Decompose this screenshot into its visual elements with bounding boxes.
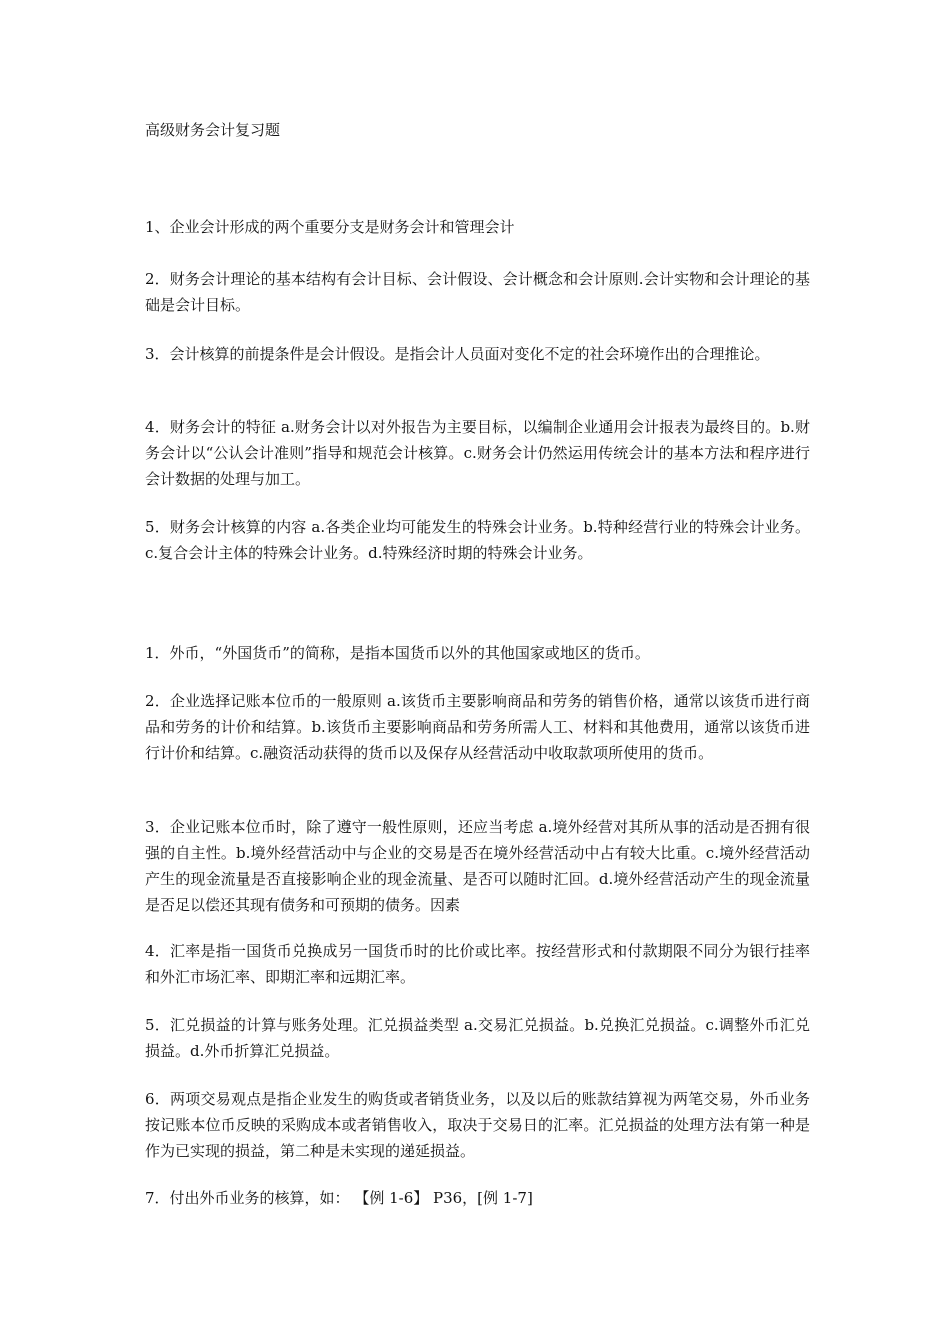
section2-item-1: 1．外币，“外国货币”的简称，是指本国货币以外的其他国家或地区的货币。: [145, 644, 650, 662]
section2-item-6: 6．两项交易观点是指企业发生的购货或者销货业务，以及以后的账款结算视为两笔交易，外币业务按记账本位币反映的采购成本或者销售收入，取决于交易日的汇率。汇兑损益的处理方法有第一种是作为已实现的损益，第二种是未实现的递延损益。: [145, 1090, 810, 1160]
section1-item-5: 5．财务会计核算的内容 a.各类企业均可能发生的特殊会计业务。b.特种经营行业的特殊会计业务。c.复合会计主体的特殊会计业务。d.特殊经济时期的特殊会计业务。: [145, 518, 810, 562]
section2-item-3: 3．企业记账本位币时，除了遵守一般性原则，还应当考虑 a.境外经营对其所从事的活动是否拥有很强的自主性。b.境外经营活动中与企业的交易是否在境外经营活动中占有较大比重。c.境外经营活动产生的现金流量是否直接影响企业的现金流量、是否可以随时汇回。d.境外经营活动产生的现金流量是否足以偿还其现有债务和可预期的债务。因素: [145, 818, 810, 914]
section1-item-4: 4．财务会计的特征 a.财务会计以对外报告为主要目标，以编制企业通用会计报表为最终目的。b.财务会计以“公认会计准则”指导和规范会计核算。c.财务会计仍然运用传统会计的基本方法和程序进行会计数据的处理与加工。: [145, 418, 810, 488]
section2-item-5: 5．汇兑损益的计算与账务处理。汇兑损益类型 a.交易汇兑损益。b.兑换汇兑损益。c.调整外币汇兑损益。d.外币折算汇兑损益。: [145, 1016, 810, 1060]
section1-item-1: 1、企业会计形成的两个重要分支是财务会计和管理会计: [145, 218, 515, 236]
section2-item-2: 2．企业选择记账本位币的一般原则 a.该货币主要影响商品和劳务的销售价格，通常以该货币进行商品和劳务的计价和结算。b.该货币主要影响商品和劳务所需人工、材料和其他费用，通常以该货币进行计价和结算。c.融资活动获得的货币以及保存从经营活动中收取款项所使用的货币。: [145, 692, 810, 762]
section1-item-3: 3．会计核算的前提条件是会计假设。是指会计人员面对变化不定的社会环境作出的合理推论。: [145, 345, 770, 363]
section2-item-7: 7．付出外币业务的核算，如： 【例 1-6】 P36，[例 1-7]: [145, 1189, 533, 1207]
document-title: 高级财务会计复习题: [145, 121, 281, 139]
section1-item-2: 2．财务会计理论的基本结构有会计目标、会计假设、会计概念和会计原则.会计实物和会计理论的基础是会计目标。: [145, 270, 810, 314]
section2-item-4: 4．汇率是指一国货币兑换成另一国货币时的比价或比率。按经营形式和付款期限不同分为银行挂率和外汇市场汇率、即期汇率和远期汇率。: [145, 942, 810, 986]
